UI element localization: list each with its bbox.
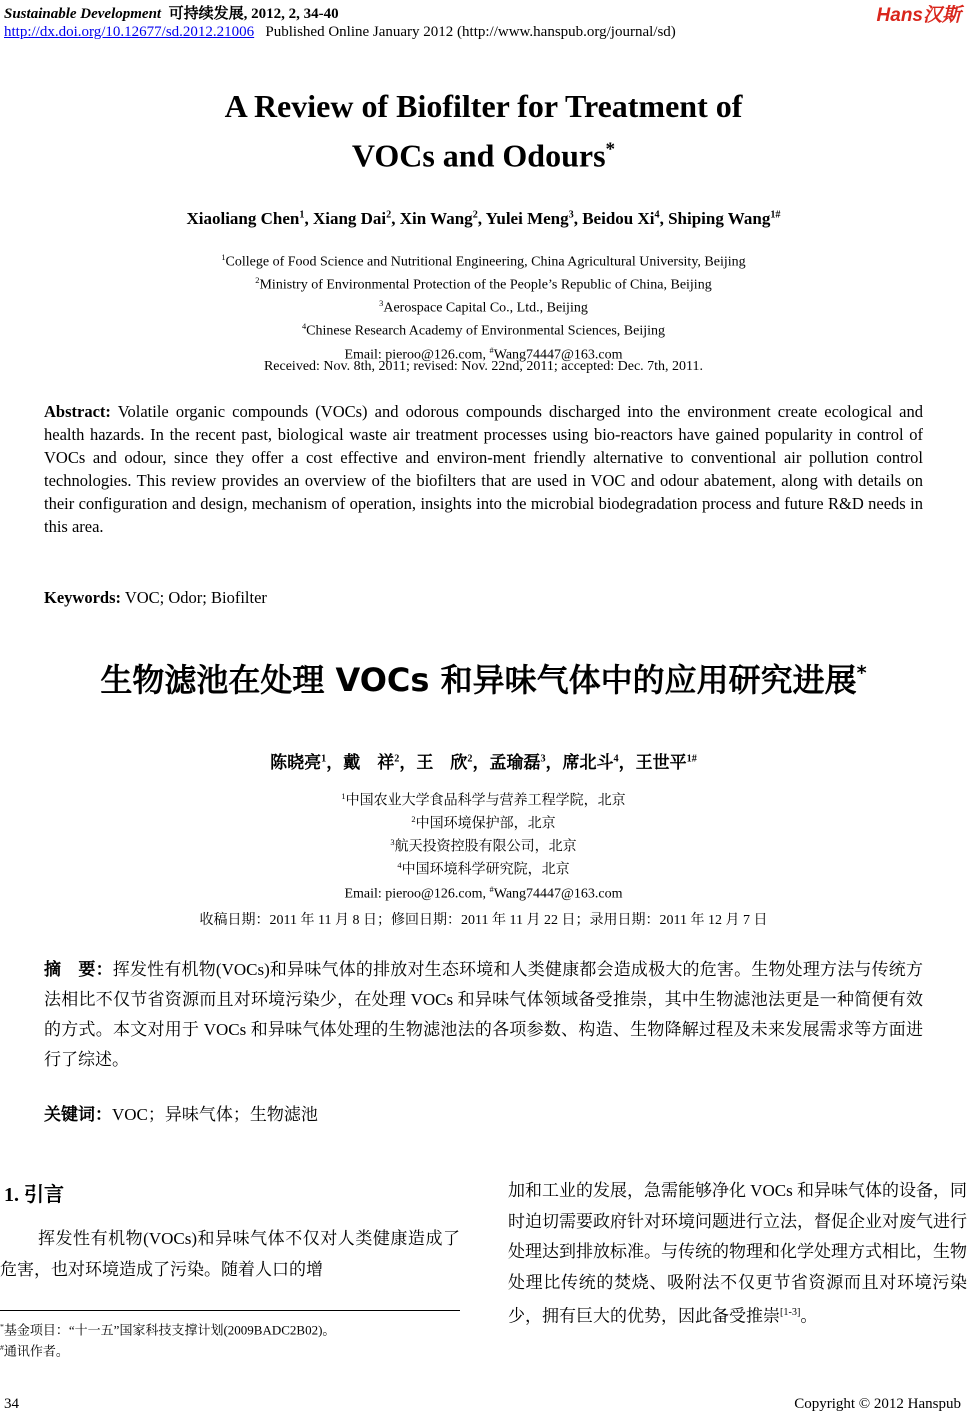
author-name: 席北斗 [562,753,614,772]
affiliation-text: 中国农业大学食品科学与营养工程学院，北京 [345,793,626,809]
journal-name: Sustainable Development [4,6,162,22]
page-number: 34 [4,1396,19,1412]
affiliation [0,295,967,318]
copyright: Copyright © 2012 Hanspub [794,1396,961,1412]
author-name: Xiang Dai [312,209,387,228]
cn-abstract-text: 挥发性有机物(VOCs)和异味气体的排放对生态环境和人类健康都会造成极大的危害。生物处理方法与传统方法相比不仅节省资源而且对环境污染少，在处理 VOCs 和异味气体领域备受推崇，其中生物滤池法更是一种简便有效的方式。本文对用于 VOCs 和异味气体处理的生物滤池法的各项参数、构造、生物降解过程及未来发展需求等方面进行了综述。 [44,960,923,1069]
received-dates: Received: Nov. 8th, 2011; revised: Nov. 22nd, 2011; accepted: Dec. 7th, 2011. [263,359,704,374]
email-mark: # [489,884,494,894]
affiliation-text: Ministry of Environmental Protection of the People’s Republic of China, Beijing [259,277,712,293]
affiliation-sup: 3 [390,838,395,848]
affiliation-sup: 2 [255,276,260,286]
footnote-text: 通讯作者。 [3,1343,69,1359]
doi-line [4,24,676,41]
keywords-text: VOC; Odor; Biofilter [124,588,267,607]
footnote [0,1339,335,1360]
affiliation-sup: 1 [341,792,346,801]
journal-cn: 可持续发展, 2012, 2, 34-40 [168,6,339,22]
section-heading: 1. 引言 [4,1184,64,1206]
affiliation-text: College of Food Science and Nutritional Engineering, China Agricultural University, Beijing [225,254,746,270]
cn-keywords [44,1100,923,1130]
citation[interactable]: [1-3] [780,1307,801,1318]
cn-title-mark: * [856,661,867,685]
affiliation-text: Chinese Research Academy of Environmental Sciences, Beijing [306,324,666,340]
author-sup: 1 [299,209,305,221]
author-name: 孟瑜磊 [489,753,541,772]
author-list: Xiaoliang Chen$^1$, Xiang Dai$^2$, Xin Wang$^2$, Yulei Meng$^3$, Beidou Xi$^4$, Shiping Wang$^{1\#}$ [186,209,781,228]
author-sup: 3 [540,753,546,765]
author-name: Beidou Xi [582,209,655,228]
affiliation-sup: 3 [379,299,384,309]
footnote-text: 基金项目：“十一五”国家科技支撑计划(2009BADC2B02)。 [3,1322,336,1338]
footnote-mark: * [0,1322,4,1331]
author-sup: 1# [686,753,697,765]
email-2: Wang74447@163.com [493,347,623,363]
affiliation-sup: 1 [221,253,226,262]
author-sup: 2 [467,753,473,765]
author-name: Yulei Meng [485,209,569,228]
footnotes [0,1318,335,1361]
author-sup: 2 [386,209,392,221]
author-name: Shiping Wang [668,209,771,228]
cn-title [0,655,967,701]
hans-logo [877,0,961,27]
affiliation [0,249,967,272]
title-mark: * [605,139,616,160]
published-info: Published Online January 2012 (http://www.hanspub.org/journal/sd) [265,24,676,40]
affiliation [0,811,967,834]
author-sup: 3 [568,209,574,221]
email-1: Email: pieroo@126.com, [344,347,490,363]
cn-author-list: 陈晓亮$^1$，戴 祥$^2$，王 欣$^2$，孟瑜磊$^3$，席北斗$^4$，王世平$^{1\#}$ [270,753,697,772]
doi-link[interactable]: http://dx.doi.org/10.12677/sd.2012.21006 [4,24,255,40]
cn-keywords-text: VOC；异味气体；生物滤池 [112,1105,318,1124]
affiliation [0,272,967,295]
cn-abstract-label: 摘 要： [44,960,113,979]
affiliation-sup: 2 [411,815,416,825]
author-name: Xiaoliang Chen [186,209,300,228]
author-name: 陈晓亮 [270,753,322,772]
logo-text: Hans汉斯 [876,5,961,26]
affiliation [0,834,967,857]
right-col-end: 。 [800,1306,818,1326]
keywords [44,586,923,609]
email-line [0,881,967,904]
affiliation-text: Aerospace Capital Co., Ltd., Beijing [383,300,588,316]
email-2: Wang74447@163.com [493,886,623,902]
cn-affiliations [0,788,967,904]
author-name: Xin Wang [399,209,473,228]
keywords-label: Keywords: [44,588,121,607]
abstract [44,400,923,538]
affiliations [0,249,967,365]
cn-title-text: 生物滤池在处理 VOCs 和异味气体中的应用研究进展 [100,661,857,699]
abstract-label: Abstract: [44,402,111,421]
affiliation-sup: 4 [397,861,402,871]
author-name: 王 欣 [416,753,468,772]
affiliation [0,318,967,341]
cn-keywords-label: 关键词： [44,1105,112,1124]
author-sup: 1 [321,753,327,765]
affiliation [0,857,967,880]
author-sup: 2 [394,753,400,765]
affiliation-text: 航天投资控股有限公司，北京 [394,839,577,855]
left-column-text: 挥发性有机物(VOCs)和异味气体不仅对人类健康造成了危害，也对环境造成了污染。随着人口的增 [0,1229,460,1279]
title-line-2: VOCs and Odours [351,137,606,174]
author-sup: 4 [654,209,660,221]
cn-received-dates: 收稿日期：2011 年 11 月 8 日；修回日期：2011 年 11 月 22 日；录用日期：2011 年 12 月 7 日 [199,913,768,928]
paper-title [0,84,967,178]
affiliation-text: 中国环境保护部，北京 [415,816,556,832]
email-1: Email: pieroo@126.com, [344,886,490,902]
journal-header [4,2,339,23]
author-name: 王世平 [635,753,687,772]
right-column-text [508,1176,967,1332]
author-name: 戴 祥 [343,753,395,772]
affiliation-sup: 4 [301,322,307,332]
title-line-1: A Review of Biofilter for Treatment of [224,88,743,124]
author-sup: 2 [472,209,478,221]
affiliation-text: 中国环境科学研究院，北京 [401,863,570,879]
cn-abstract [44,955,923,1075]
right-col-body: 加和工业的发展，急需能够净化 VOCs 和异味气体的设备，同时迫切需要政府针对环境问题进行立法，督促企业对废气进行处理达到排放标准。与传统的物理和化学处理方式相比，生物处理比传统的焚烧、吸附法不仅更节省资源而且对环境污染少，拥有巨大的优势，因此备受推崇 [508,1181,967,1326]
affiliation [0,788,967,811]
footnote [0,1318,335,1339]
abstract-text: Volatile organic compounds (VOCs) and odorous compounds discharged into the environment create ecological and health hazards. In the recent past, biological waste air treatment processes using bio-reactors have gained popularity in control of VOCs and odour, since they offer a cost effective and environ-ment friendly alternative to conventional air pollution control technologies. This review provides an overview of the biofilters that are used in VOC and odour abatement, along with details on their configuration and design, mechanism of operation, insights into the microbial biodegradation process and future R&D needs in this area. [44,402,924,536]
author-sup: 1# [770,209,781,221]
footnote-divider [0,1310,460,1311]
footnote-mark: # [0,1343,4,1353]
author-sup: 4 [613,753,619,765]
email-mark: # [489,345,494,355]
